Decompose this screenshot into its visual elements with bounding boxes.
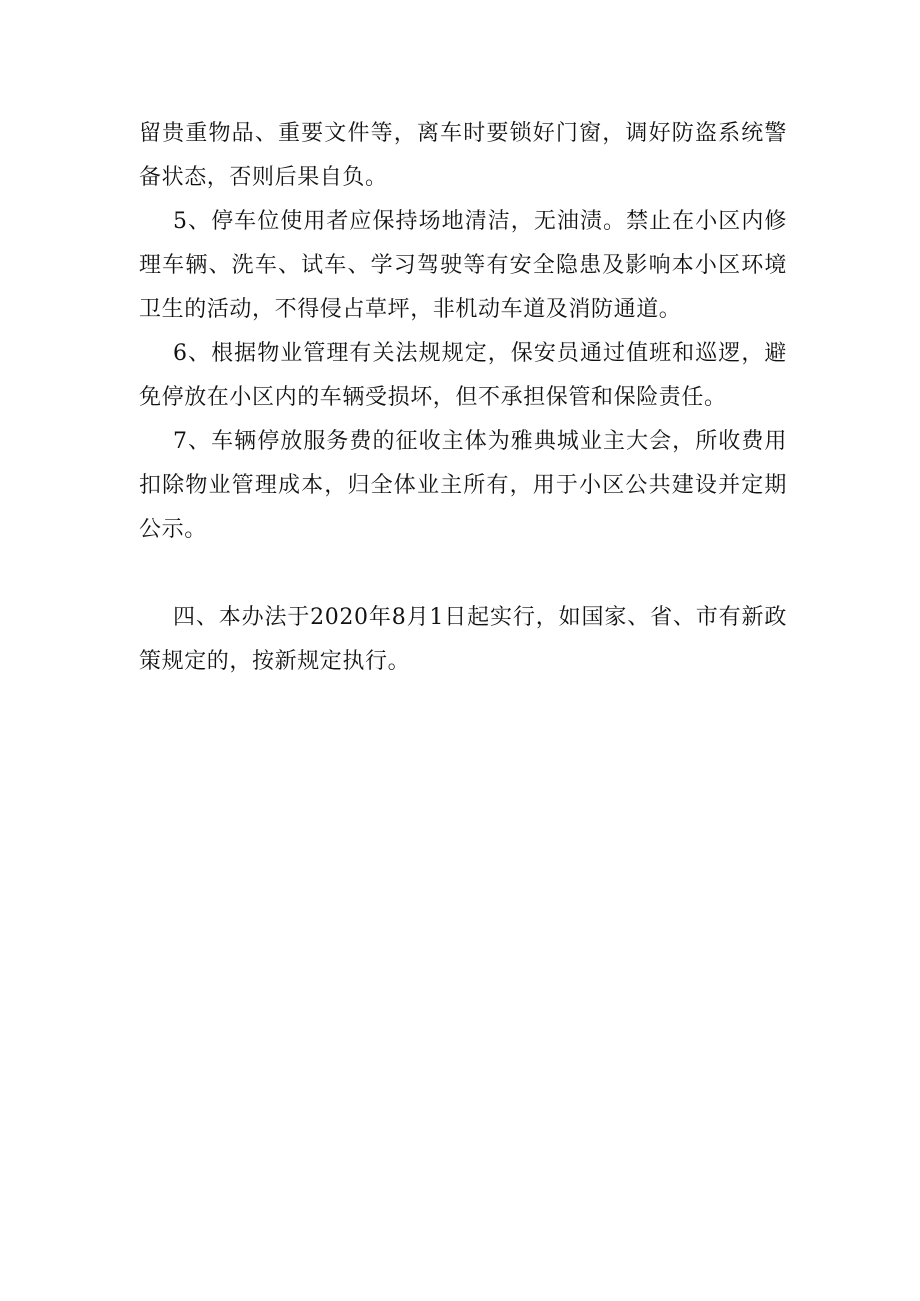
document-body xyxy=(139,112,787,684)
paragraph-item-6: 6、根据物业管理有关法规规定，保安员通过值班和巡逻，避免停放在小区内的车辆受损坏，但不承担保管和保险责任。 xyxy=(139,341,787,410)
paragraph-spacer xyxy=(139,552,787,596)
paragraph-item-5: 5、停车位使用者应保持场地清洁，无油渍。禁止在小区内修理车辆、洗车、试车、学习驾驶等有安全隐患及影响本小区环境卫生的活动，不得侵占草坪，非机动车道及消防通道。 xyxy=(139,209,787,322)
paragraph-item-7: 7、车辆停放服务费的征收主体为雅典城业主大会，所收费用扣除物业管理成本，归全体业主所有，用于小区公共建设并定期公示。 xyxy=(139,429,787,542)
paragraph-section-4: 四、本办法于2020年8月1日起实行，如国家、省、市有新政策规定的，按新规定执行。 xyxy=(139,605,787,674)
paragraph-continuation: 留贵重物品、重要文件等，离车时要锁好门窗，调好防盗系统警备状态，否则后果自负。 xyxy=(139,121,787,190)
